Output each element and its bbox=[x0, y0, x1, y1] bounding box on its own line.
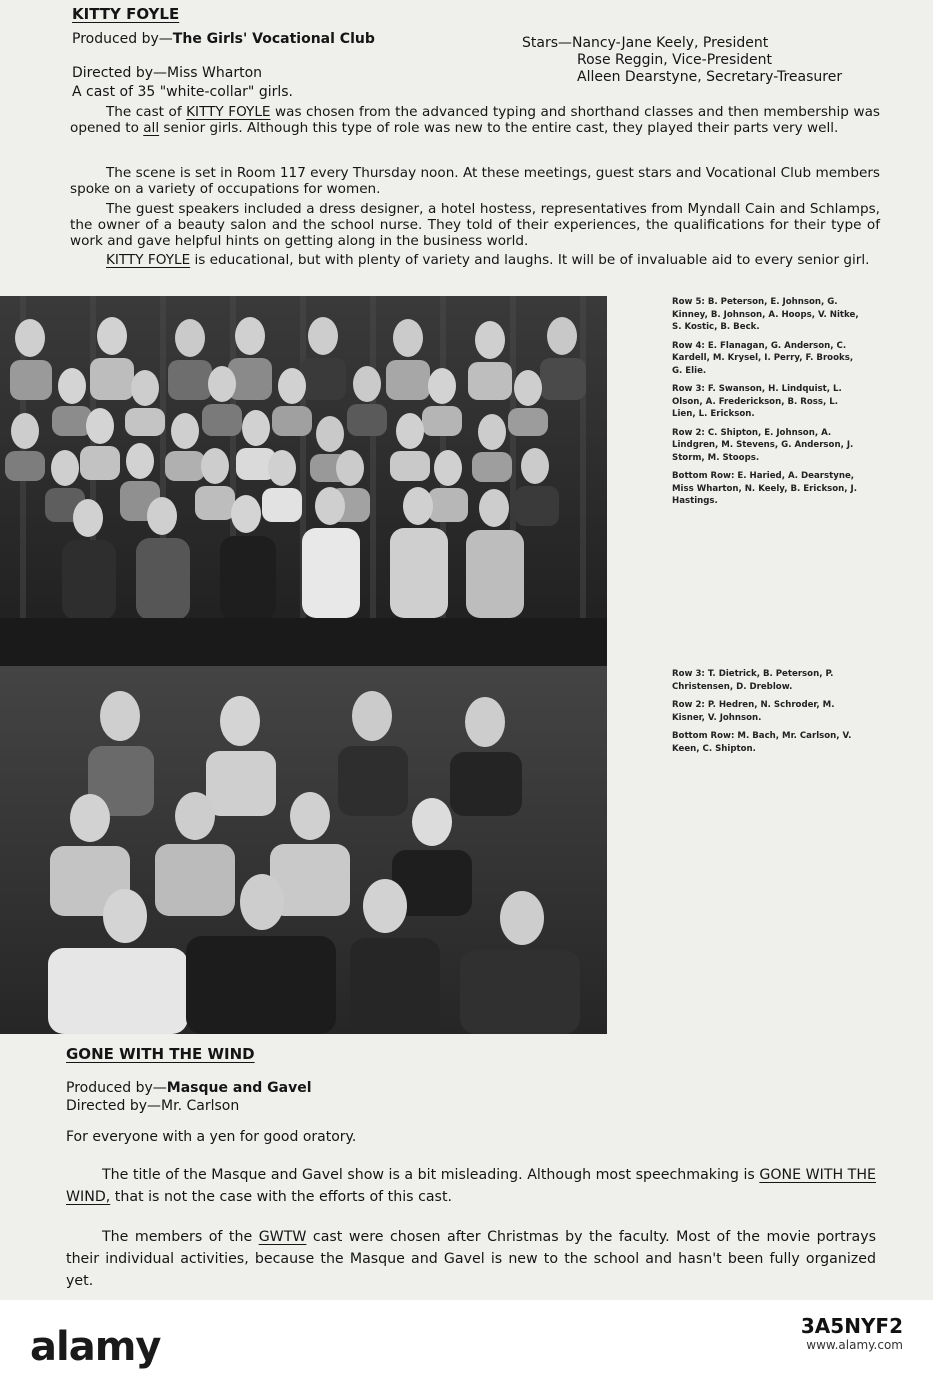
gwtw-title: GONE WITH THE WIND bbox=[66, 1045, 255, 1063]
caption-row: Row 4: E. Flanagan, G. Anderson, C. Kardell, M. Krysel, I. Perry, F. Brooks, G. Elie. bbox=[672, 340, 854, 376]
kitty-foyle-title: KITTY FOYLE bbox=[72, 5, 180, 23]
site-url[interactable]: www.alamy.com bbox=[806, 1338, 903, 1352]
gwtw-directed: Directed by—Mr. Carlson bbox=[66, 1098, 240, 1114]
kitty-paragraph-1: The cast of KITTY FOYLE was chosen from the advanced typing and shorthand classes and then membership was opened to all senior girls. Although this type of role was new to the entire cast, they played their parts very well. bbox=[70, 104, 880, 136]
stars-line-3: Alleen Dearstyne, Secretary-Treasurer bbox=[577, 69, 843, 85]
gwtw-produced-line: Produced by—Masque and Gavel bbox=[66, 1080, 312, 1096]
masque-gavel-caption bbox=[672, 668, 864, 761]
kitty-cast: A cast of 35 "white-collar" girls. bbox=[72, 84, 293, 100]
caption-row: Row 3: F. Swanson, H. Lindquist, L. Olson, A. Frederickson, B. Ross, L. Lien, L. Erickson. bbox=[672, 384, 842, 419]
kitty-paragraph-2: The scene is set in Room 117 every Thursday noon. At these meetings, guest stars and Vocational Club members spoke on a variety of occupations for women. bbox=[70, 165, 880, 197]
gwtw-paragraph-1: The title of the Masque and Gavel show is a bit misleading. Although most speechmaking is GONE WITH THE WIND, that is not the case with the efforts of this cast. bbox=[66, 1167, 876, 1205]
image-id: 3A5NYF2 bbox=[800, 1314, 903, 1338]
caption-row: Row 5: B. Peterson, E. Johnson, G. Kinney, B. Johnson, A. Hoops, V. Nitke, S. Kostic, B. Beck. bbox=[672, 297, 859, 332]
kitty-directed: Directed by—Miss Wharton bbox=[72, 65, 263, 81]
stars-line-2: Rose Reggin, Vice-President bbox=[577, 52, 772, 68]
masque-gavel-photo bbox=[0, 666, 607, 1034]
kitty-produced-line bbox=[72, 31, 375, 48]
caption-row: Row 2: C. Shipton, E. Johnson, A. Lindgren, M. Stevens, G. Anderson, J. Storm, M. Stoops. bbox=[672, 427, 854, 463]
kitty-paragraph-3: The guest speakers included a dress designer, a hotel hostess, representatives from Myndall Cain and Schlamps, the owner of a beauty salon and the school nurse. They told of their experiences, the qualifications for their type of work and gave helpful hints on getting along in the business world. bbox=[70, 201, 880, 249]
stock-info bbox=[800, 1314, 903, 1354]
produced-by: The Girls' Vocational Club bbox=[172, 31, 375, 47]
stock-footer bbox=[0, 1300, 933, 1390]
gwtw-tagline: For everyone with a yen for good oratory. bbox=[66, 1129, 357, 1145]
caption-row: Bottom Row: M. Bach, Mr. Carlson, V. Keen, C. Shipton. bbox=[672, 731, 852, 754]
stars-line-1: Stars—Nancy-Jane Keely, President bbox=[522, 35, 769, 51]
caption-row: Bottom Row: E. Haried, A. Dearstyne, Miss Wharton, N. Keely, B. Erickson, J. Hastings. bbox=[672, 471, 858, 506]
caption-row: Row 2: P. Hedren, N. Schroder, M. Kisner, V. Johnson. bbox=[672, 700, 835, 723]
vocational-club-caption bbox=[672, 296, 864, 514]
gwtw-paragraph-2: The members of the GWTW cast were chosen after Christmas by the faculty. Most of the movie portrays their individual activities, because the Masque and Gavel is new to the school and hasn't been fully organized yet. bbox=[66, 1229, 876, 1289]
vocational-club-photo bbox=[0, 296, 607, 666]
kitty-paragraph-4: KITTY FOYLE is educational, but with plenty of variety and laughs. It will be of invaluable aid to every senior girl. bbox=[106, 252, 870, 268]
alamy-logo: alamy bbox=[30, 1324, 161, 1370]
produced-prefix: Produced by— bbox=[72, 31, 173, 47]
caption-row: Row 3: T. Dietrick, B. Peterson, P. Christensen, D. Dreblow. bbox=[672, 669, 834, 692]
